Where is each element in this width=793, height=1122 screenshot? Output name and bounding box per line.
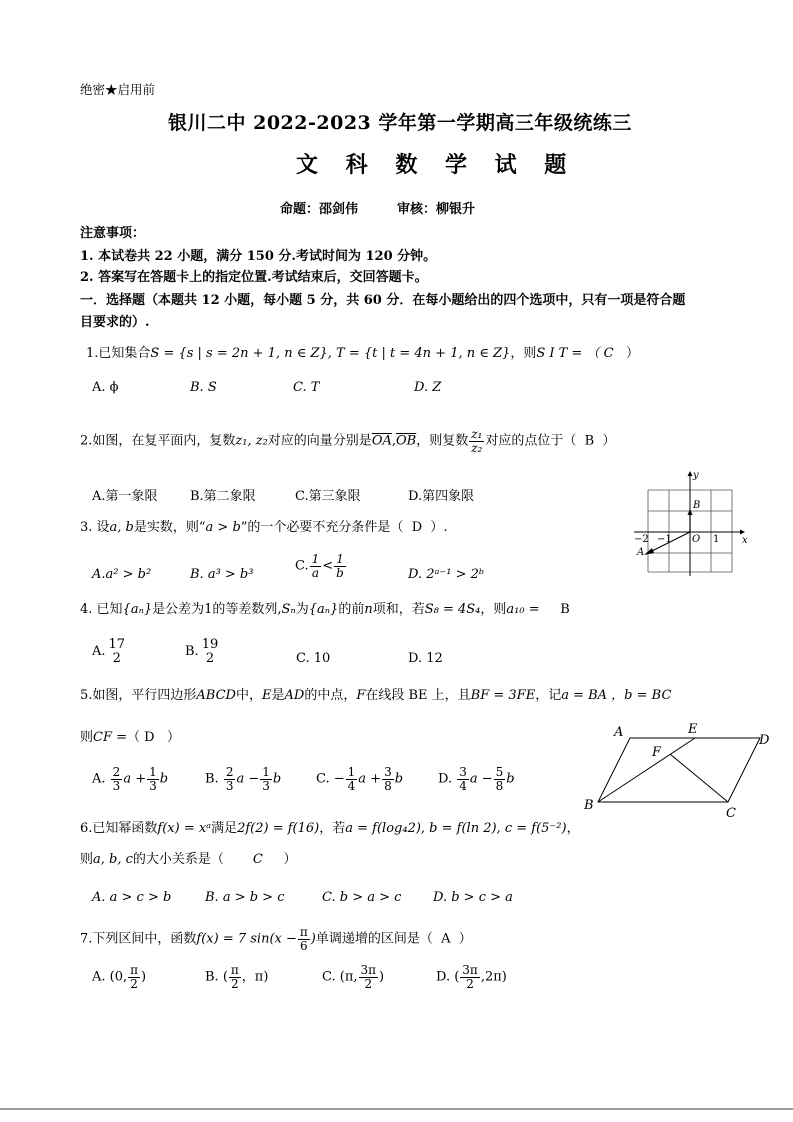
fig-tick-1: 1 <box>713 534 720 545</box>
exam-subtitle: 文 科 数 学 试 题 <box>296 152 577 178</box>
fig-point-a: A <box>637 547 645 558</box>
section-heading-line1: 一．选择题（本题共 12 小题，每小题 5 分，共 60 分．在每小题给出的四个选项中，只有一项是符合题 <box>80 293 686 308</box>
fig-axis-y: y <box>693 470 699 481</box>
q5-option-c: C. − $\frac{1}{4}$ a + $\frac{3}{8}$ b <box>316 765 404 793</box>
q7-option-b: B. ( $\frac{\pi}{2}$ ，π) <box>205 963 269 991</box>
section-heading-line2: 目要求的）. <box>80 315 150 330</box>
fig-origin: O <box>692 534 701 545</box>
question-2-stem: 2.如图，在复平面内，复数z₁, z₂对应的向量分别是$\overline{OA},\overline{OB}$，则复数 $\frac{\text{z₁}}{\text{z₂}}$ 对应的点位于（ B ） <box>80 427 616 455</box>
q6-option-c: C. b > a > c <box>322 890 402 905</box>
question-7-answer: A <box>441 931 451 947</box>
question-5-answer: D <box>144 730 155 745</box>
secret-label: 绝密★启用前 <box>80 82 156 97</box>
q4-option-d: D. 12 <box>408 651 443 666</box>
q2-option-b: B.第二象限 <box>190 489 256 504</box>
complex-plane-figure <box>630 468 750 580</box>
q1-option-c: C. T <box>293 380 320 395</box>
q2-option-a: A.第一象限 <box>92 489 158 504</box>
question-6-answer: C <box>252 852 263 867</box>
fig5-label-c: C <box>726 806 736 821</box>
notes-heading: 注意事项： <box>80 226 146 241</box>
fig5-label-b: B <box>584 798 594 813</box>
q3-option-d: D. 2ᵃ⁻¹ > 2ᵇ <box>408 567 485 582</box>
q4-option-b: B. 19 2 <box>185 637 219 666</box>
q4-option-c: C. 10 <box>296 651 331 666</box>
page-bottom-rule <box>0 1108 793 1110</box>
question-6-stem: 6.已知幂函数f(x) = xᵃ满足2f(2) = f(16)，若a = f(log₄2), b = f(ln 2), c = f(5⁻²)， <box>80 821 580 836</box>
question-3-stem: 3. 设a, b是实数，则“a > b”的一个必要不充分条件是（ D ）. <box>80 520 448 535</box>
fig-tick-m1: −1 <box>657 534 672 545</box>
question-1-answer: C <box>603 346 614 361</box>
fig5-label-e: E <box>688 722 698 737</box>
question-5-stem: 5.如图，平行四边形ABCD中，E是AD的中点，F在线段 BE 上，且BF = 3FE，记a = BA ，b = BC <box>80 688 672 703</box>
parallelogram-figure <box>578 716 778 826</box>
question-2-answer: B <box>584 433 595 449</box>
question-1-stem: 1.已知集合S = {s | s = 2n + 1, n ∈ Z}, T = {t | t = 4n + 1, n ∈ Z}，则S I T = （ C ） <box>86 346 639 361</box>
q1-option-b: B. S <box>190 380 217 395</box>
question-3-answer: D <box>411 520 423 535</box>
notes-item-1: 1. 本试卷共 22 小题，满分 150 分.考试时间为 120 分钟。 <box>80 249 437 264</box>
q3-option-b: B. a³ > b³ <box>190 567 254 582</box>
question-4-stem: 4. 已知{aₙ}是公差为1的等差数列,Sₙ为{aₙ}的前n项和，若S₈ = 4S₄，则a₁₀ = B <box>80 602 570 617</box>
q5-option-d: D. $\frac{3}{4}$ a − $\frac{5}{8}$ b <box>438 765 515 793</box>
fig-point-b: B <box>693 500 701 511</box>
q7-option-c: C. (π, $\frac{3\pi}{2}$ ) <box>322 963 385 991</box>
q5-option-b: B. $\frac{2}{3}$ a − $\frac{1}{3}$ b <box>205 765 282 793</box>
fig-tick-m2: −2 <box>634 534 649 545</box>
q5-option-a: A. $\frac{2}{3}$ a + $\frac{1}{3}$ b <box>92 765 169 793</box>
q7-option-d: D. ( $\frac{3\pi}{2}$ ,2π) <box>436 963 507 991</box>
q6-option-b: B. a > b > c <box>205 890 285 905</box>
q4-option-a: A. 17 2 <box>92 637 126 666</box>
fig-axis-x: x <box>742 535 748 546</box>
question-4-answer: B <box>560 602 570 617</box>
q2-option-d: D.第四象限 <box>408 489 475 504</box>
q7-option-a: A. (0, $\frac{\pi}{2}$ ) <box>92 963 147 991</box>
question-6-line2: 则a, b, c的大小关系是（ C ） <box>80 852 297 867</box>
fig5-label-f: F <box>652 745 662 760</box>
fig5-label-d: D <box>759 733 770 748</box>
q1-option-d: D. Z <box>414 380 442 395</box>
q2-option-c: C.第三象限 <box>295 489 361 504</box>
q6-option-a: A. a > c > b <box>92 890 172 905</box>
authors-line: 命题：邵剑伟 审核：柳银升 <box>280 202 476 217</box>
question-7-stem: 7.下列区间中，函数f(x) = 7 sin(x − $\frac{\pi}{6}$ )单调递增的区间是（ A ） <box>80 925 472 953</box>
fig5-label-a: A <box>614 725 624 740</box>
question-5-line2: 则CF =（ D ） <box>80 730 181 745</box>
q3-option-a: A.a² > b² <box>92 567 152 582</box>
exam-title: 银川二中 2022-2023 学年第一学期高三年级统练三 <box>168 112 632 134</box>
q1-option-a: A. ϕ <box>92 380 119 395</box>
notes-item-2: 2. 答案写在答题卡上的指定位置.考试结束后，交回答题卡。 <box>80 270 428 285</box>
q3-option-c: C. $\frac{1}{a}$ < $\frac{1}{b}$ <box>295 552 344 580</box>
q6-option-d: D. b > c > a <box>433 890 513 905</box>
